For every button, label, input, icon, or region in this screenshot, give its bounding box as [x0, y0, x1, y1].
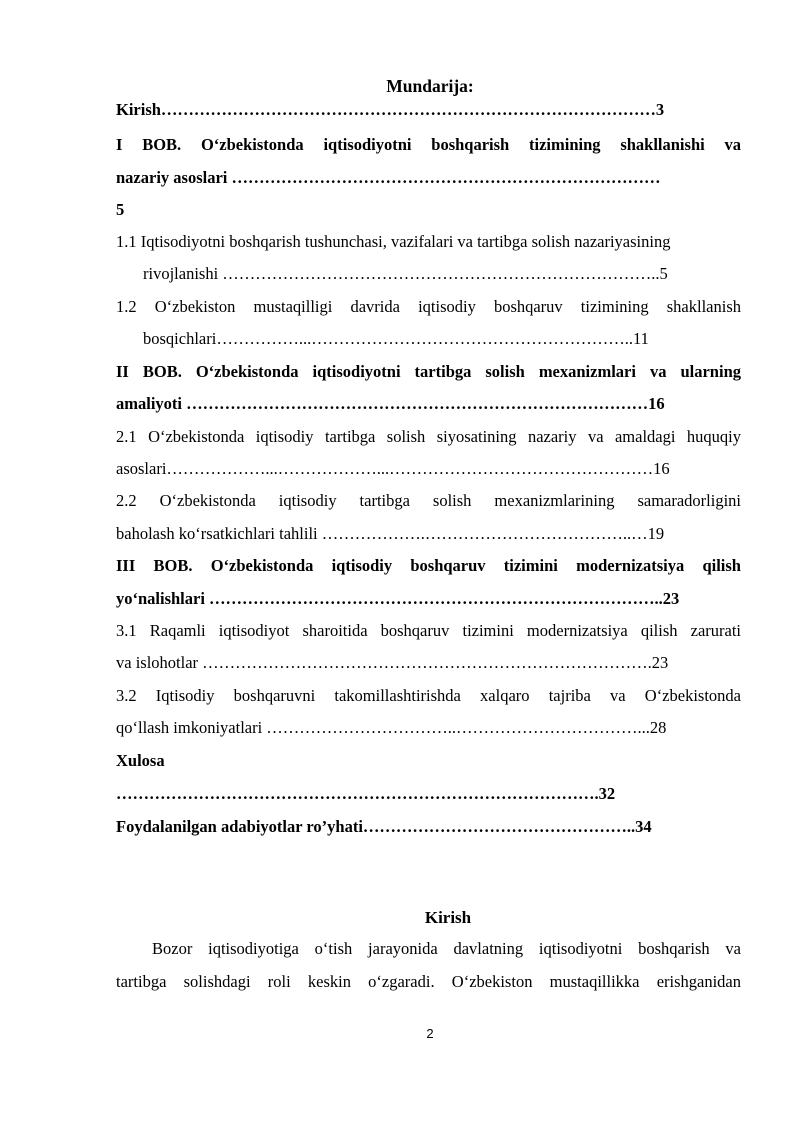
toc-heading: Mundarija: [386, 76, 474, 96]
toc-section-1-2-line-1: 1.2 O‘zbekiston mustaqilligi davrida iqtisodiy boshqaruv tizimining shakllanish [116, 297, 741, 316]
toc-chapter-3-line-2: yo‘nalishlari ………………………………………………………………………..23 [116, 589, 680, 608]
toc-chapter-2-line-2: amaliyoti …………………………………………………………………………16 [116, 394, 665, 413]
toc-section-2-1-line-2: asoslari………………...………………...…………………………………………16 [116, 459, 670, 478]
toc-entry-xulosa-dots: …………………………………………………………………………….32 [116, 784, 616, 803]
page-number: 2 [426, 1026, 434, 1041]
toc-section-2-1-line-1: 2.1 O‘zbekistonda iqtisodiy tartibga solish siyosatining nazariy va amaldagi huquqiy [116, 427, 741, 446]
toc-chapter-1-page: 5 [116, 200, 125, 219]
intro-heading: Kirish [424, 908, 472, 927]
toc-entry-xulosa: Xulosa [116, 751, 165, 770]
toc-section-1-2-line-2: bosqichlari……………...…………………………………………………..11 [143, 329, 649, 348]
toc-section-3-1-line-1: 3.1 Raqamli iqtisodiyot sharoitida boshqaruv tizimini modernizatsiya qilish zarurati [116, 621, 741, 640]
toc-entry-kirish: Kirish………………………………………………………………………………3 [116, 100, 665, 119]
toc-section-3-2-line-2: qo‘llash imkoniyatlari ……………………………..……………………………...28 [116, 718, 667, 737]
intro-paragraph-line-2: tartibga solishdagi roli keskin o‘zgaradi. O‘zbekiston mustaqillikka erishganidan [116, 972, 741, 991]
toc-section-1-1-line-1: 1.1 Iqtisodiyotni boshqarish tushunchasi, vazifalari va tartibga solish nazariyasining [116, 232, 671, 251]
toc-section-1-1-line-2: rivojlanishi ……………………………………………………………………..5 [143, 264, 668, 283]
toc-section-2-2-line-1: 2.2 O‘zbekistonda iqtisodiy tartibga solish mexanizmlarining samaradorligini [116, 491, 741, 510]
toc-entry-references: Foydalanilgan adabiyotlar ro’yhati…………………………………………..34 [116, 817, 652, 836]
toc-section-2-2-line-2: baholash ko‘rsatkichlari tahlili ……………….………………………………..…19 [116, 524, 665, 543]
toc-section-3-1-line-2: va islohotlar ……………………………………………………………………….23 [116, 653, 669, 672]
toc-section-3-2-line-1: 3.2 Iqtisodiy boshqaruvni takomillashtirishda xalqaro tajriba va O‘zbekistonda [116, 686, 741, 705]
toc-chapter-1-line-1: I BOB. O‘zbekistonda iqtisodiyotni boshqarish tizimining shakllanishi va [116, 135, 741, 154]
toc-chapter-1-line-2: nazariy asoslari …………………………………………………………………… [116, 168, 661, 187]
toc-chapter-2-line-1: II BOB. O‘zbekistonda iqtisodiyotni tartibga solish mexanizmlari va ularning [116, 362, 741, 381]
toc-chapter-3-line-1: III BOB. O‘zbekistonda iqtisodiy boshqaruv tizimini modernizatsiya qilish [116, 556, 741, 575]
intro-paragraph-line-1: Bozor iqtisodiyotiga o‘tish jarayonida davlatning iqtisodiyotni boshqarish va [152, 939, 741, 958]
